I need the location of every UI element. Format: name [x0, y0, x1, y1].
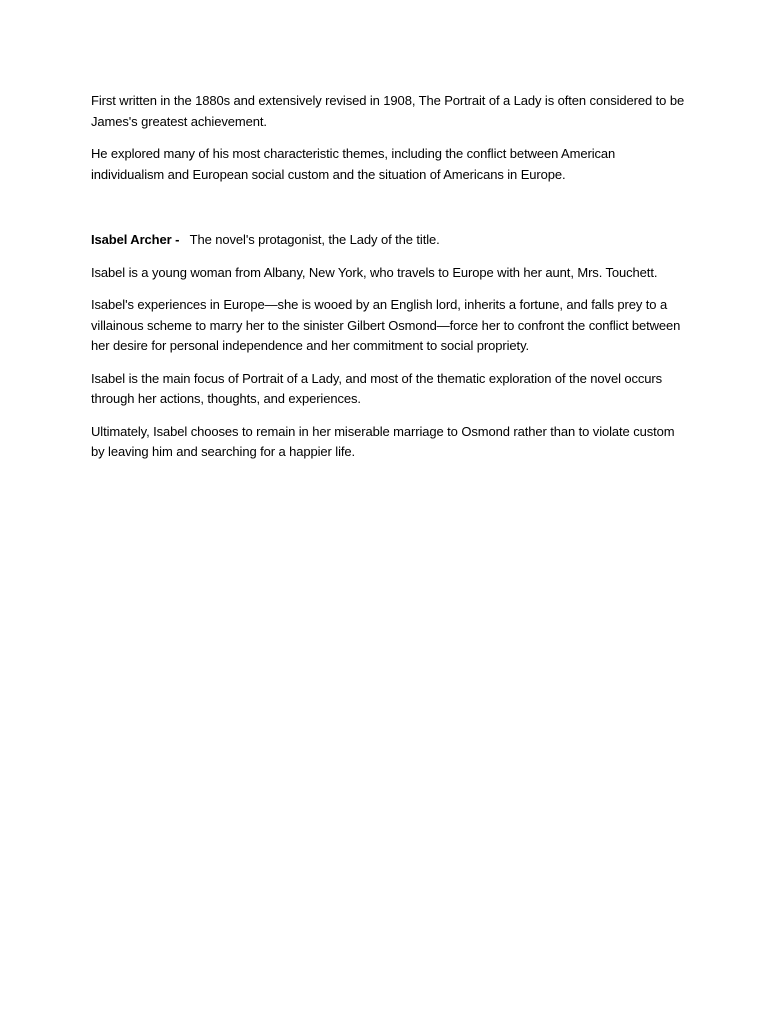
character-name: Isabel Archer -	[91, 232, 180, 247]
character-description: The novel's protagonist, the Lady of the title.	[189, 232, 440, 247]
detail-paragraph: Isabel's experiences in Europe—she is wooed by an English lord, inherits a fortune, and falls prey to a villainous scheme to marry her to the sinister Gilbert Osmond—force her to confront the conflict between her desire for personal independence and her commitment to social propriety.	[91, 297, 681, 353]
character-heading-paragraph	[91, 230, 691, 251]
detail-paragraph: Isabel is a young woman from Albany, New York, who travels to Europe with her aunt, Mrs. Touchett.	[91, 264, 658, 280]
intro-paragraph: He explored many of his most characteristic themes, including the conflict between American individualism and European social custom and the situation of Americans in Europe.	[91, 146, 616, 182]
detail-paragraph: Isabel is the main focus of Portrait of a Lady, and most of the thematic exploration of the novel occurs through her actions, thoughts, and experiences.	[91, 370, 663, 406]
detail-paragraph: Ultimately, Isabel chooses to remain in her miserable marriage to Osmond rather than to violate custom by leaving him and searching for a happier life.	[91, 423, 675, 459]
intro-paragraph: First written in the 1880s and extensively revised in 1908, The Portrait of a Lady is often considered to be James's greatest achievement.	[91, 93, 685, 129]
document-body	[91, 91, 691, 475]
section-spacer	[91, 197, 691, 230]
